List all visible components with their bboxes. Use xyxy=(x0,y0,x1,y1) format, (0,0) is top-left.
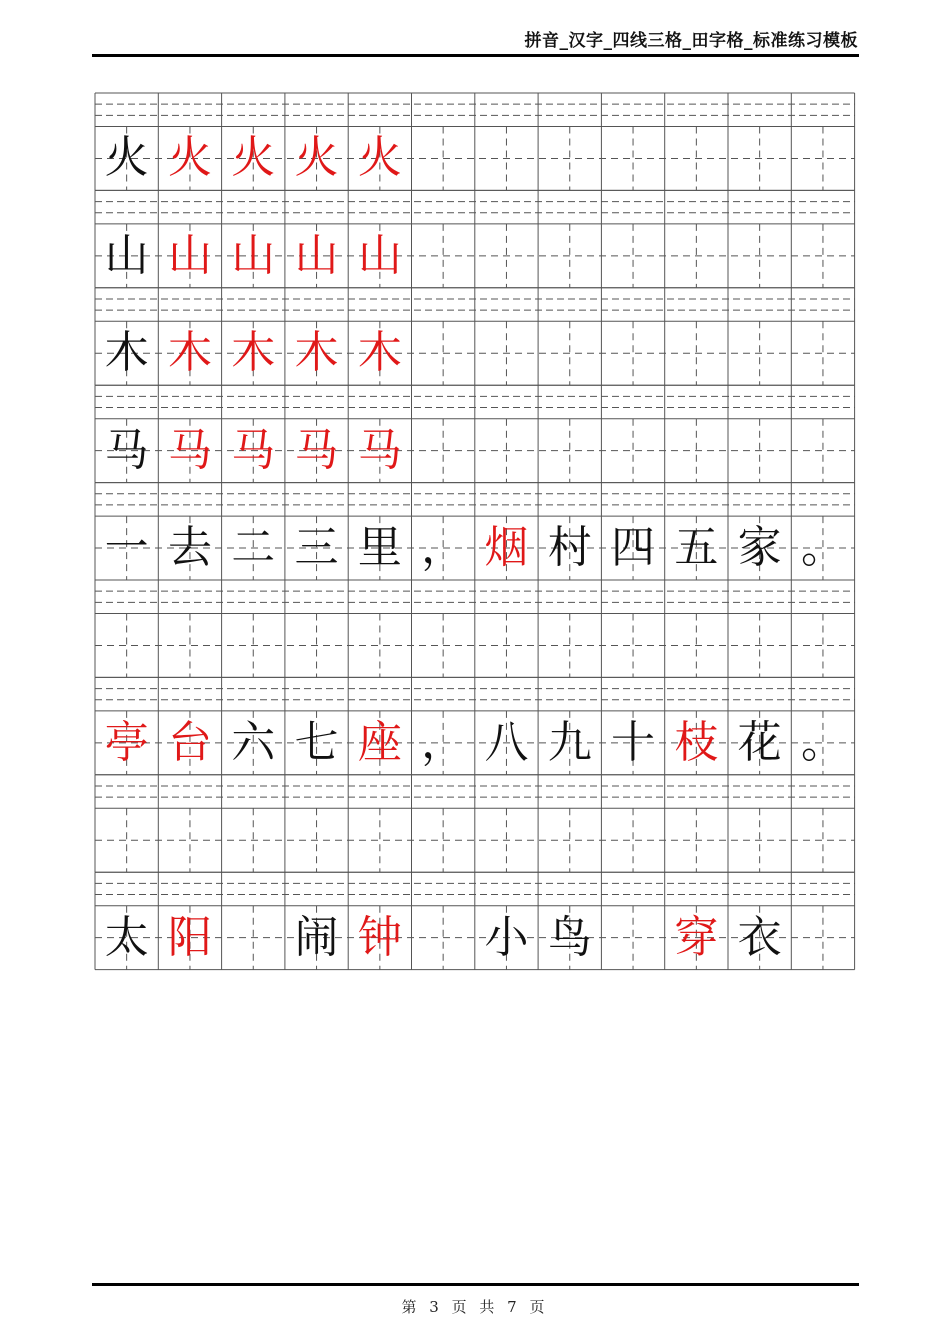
practice-character: 木 xyxy=(231,327,276,379)
practice-character: 一 xyxy=(104,522,149,574)
practice-character: 山 xyxy=(231,229,276,281)
practice-character: 枝 xyxy=(674,716,719,768)
practice-character: 山 xyxy=(167,229,212,281)
practice-character: 火 xyxy=(167,132,212,184)
practice-character: 小 xyxy=(484,911,529,963)
practice-character: 六 xyxy=(231,716,276,768)
practice-character: 马 xyxy=(104,424,149,476)
practice-character: 烟 xyxy=(484,522,529,574)
footer-rule xyxy=(92,1283,859,1286)
practice-character: 马 xyxy=(294,424,339,476)
practice-character: 去 xyxy=(167,522,212,574)
practice-character: 八 xyxy=(484,716,529,768)
practice-character: ， xyxy=(421,716,466,768)
practice-character: 穿 xyxy=(674,911,719,963)
practice-character: 马 xyxy=(231,424,276,476)
practice-character: 木 xyxy=(167,327,212,379)
practice-character: 马 xyxy=(167,424,212,476)
practice-character: 家 xyxy=(737,522,782,574)
practice-character: 火 xyxy=(294,132,339,184)
practice-character: ， xyxy=(421,522,466,574)
practice-character: 鸟 xyxy=(547,911,592,963)
practice-character: 二 xyxy=(231,522,276,574)
practice-character: 衣 xyxy=(737,911,782,963)
practice-character: 花 xyxy=(737,716,782,768)
practice-character: 九 xyxy=(547,716,592,768)
practice-character: 十 xyxy=(611,716,656,768)
practice-character: 火 xyxy=(104,132,149,184)
practice-character: 村 xyxy=(547,522,592,574)
practice-character: 闹 xyxy=(294,911,339,963)
practice-character: 木 xyxy=(294,327,339,379)
practice-character: 。 xyxy=(800,522,845,574)
practice-character: 钟 xyxy=(357,911,402,963)
practice-character: 木 xyxy=(357,327,402,379)
practice-character: 太 xyxy=(104,911,149,963)
practice-character: 四 xyxy=(611,522,656,574)
practice-character: 座 xyxy=(357,716,402,768)
practice-character: 阳 xyxy=(167,911,212,963)
page-header-title: 拼音_汉字_四线三格_田字格_标准练习模板 xyxy=(524,31,858,51)
practice-character: 亭 xyxy=(104,716,149,768)
practice-character: 火 xyxy=(231,132,276,184)
practice-character: 木 xyxy=(104,327,149,379)
practice-character: 。 xyxy=(800,716,845,768)
practice-character: 五 xyxy=(674,522,719,574)
practice-character: 火 xyxy=(357,132,402,184)
practice-character: 山 xyxy=(104,229,149,281)
practice-character: 山 xyxy=(294,229,339,281)
practice-character: 台 xyxy=(167,716,212,768)
page-footer: 第 3 页 共 7 页 xyxy=(401,1298,549,1316)
practice-character: 七 xyxy=(294,716,339,768)
practice-character: 里 xyxy=(357,522,402,574)
practice-character: 马 xyxy=(357,424,402,476)
practice-character: 三 xyxy=(294,522,339,574)
practice-character: 山 xyxy=(357,229,402,281)
